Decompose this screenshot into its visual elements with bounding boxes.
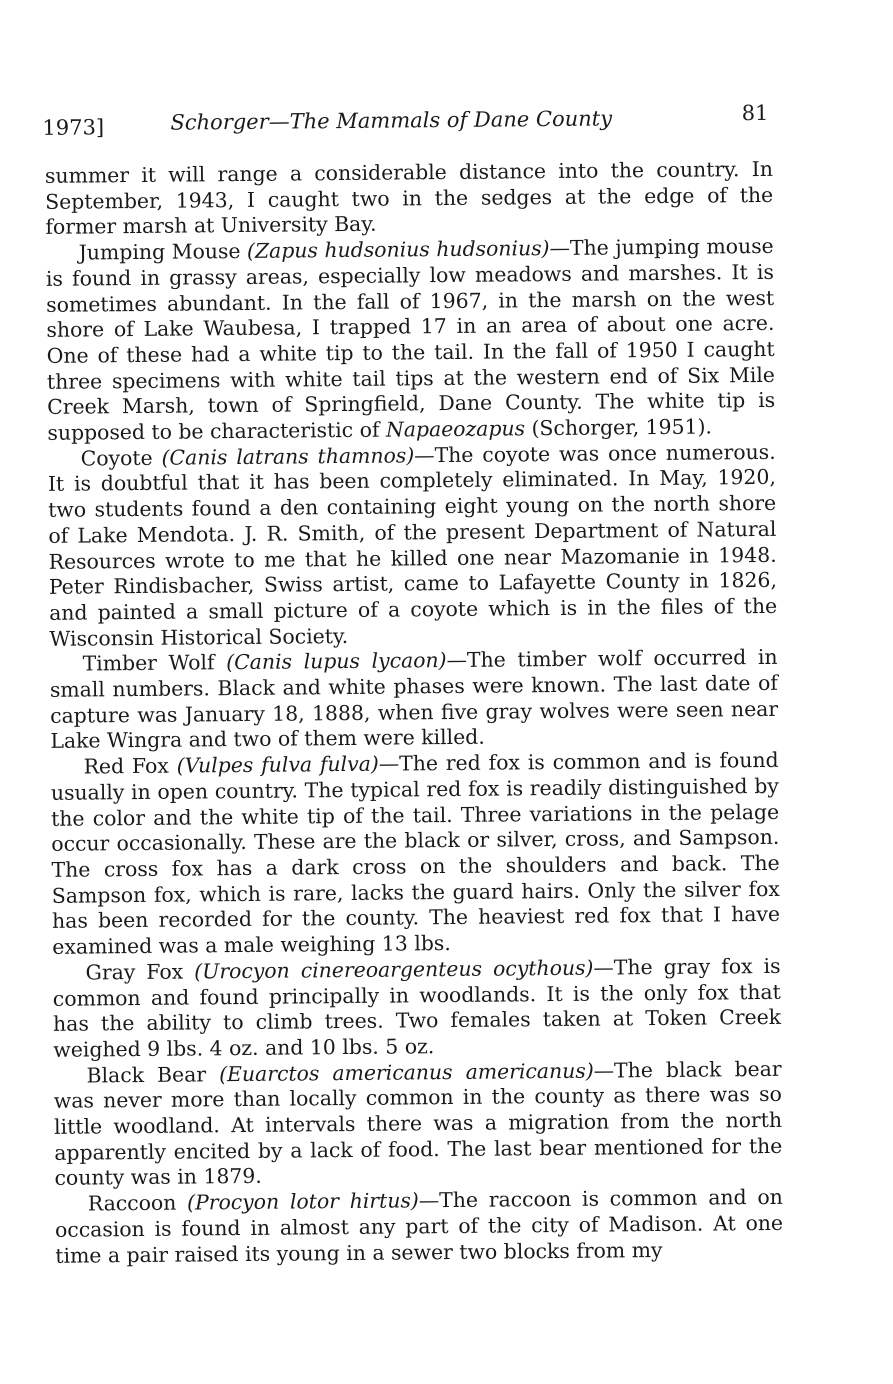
common-name: Raccoon xyxy=(87,1190,188,1216)
common-name: Timber Wolf xyxy=(82,650,227,676)
common-name: Red Fox xyxy=(83,753,177,779)
entry-text: —The gray fox is common and found principally in woodlands. It is the only fox that has the ability to climb trees. Two females taken at Token Creek weighed 9 lbs. 4 oz. and 10 lbs. 5 oz. xyxy=(52,953,782,1062)
scientific-name: (Canis latrans thamnos) xyxy=(161,443,415,470)
scientific-name: (Vulpes fulva fulva) xyxy=(176,751,379,778)
entry-text: —The raccoon is common and on occasion is found in almost any part of the city of Madison. At one time a pair raised its young in a sewer two blocks from my xyxy=(54,1184,784,1268)
scientific-name: (Zapus hudsonius hudsonius) xyxy=(246,236,550,264)
running-title: Schorger—The Mammals of Dane County xyxy=(170,106,613,135)
entry-coyote xyxy=(48,440,778,653)
scientific-name: (Urocyon cinereoargenteus ocythous) xyxy=(194,955,594,984)
scientific-name: (Procyon lotor hirtus) xyxy=(186,1188,419,1215)
entry-text: —The coyote was once numerous. It is doubtful that it has been completely eliminated. In May, 1920, two students found a den containing eight young on the north shore of Lake Mendota. J. R. Smith, of the present Department of Natural Resources wrote to me that he killed one near Mazomanie in 1948. Peter Rindisbacher, Swiss artist, came to Lafayette County in 1826, and painted a small picture of a coyote which is in the files of the Wisconsin Historical Society. xyxy=(47,439,778,651)
continued-paragraph: summer it will range a considerable distance into the country. In September, 1943, I caught two in the sedges at the edge of the former marsh at University Bay. xyxy=(44,156,774,240)
genus-name: Napaeozapus xyxy=(385,416,526,442)
entry-timber-wolf xyxy=(50,645,779,755)
entry-raccoon xyxy=(55,1185,784,1269)
page-number: 81 xyxy=(741,100,769,126)
entry-text: —The timber wolf occurred in small numbers. Black and white phases were known. The last date of capture was January 18, 1888, when five gray wolves were seen near Lake Wingra and two of them were killed. xyxy=(49,645,779,754)
entry-jumping-mouse xyxy=(46,234,776,447)
scientific-name: (Euarctos americanus americanus) xyxy=(219,1058,594,1086)
entry-text: —The black bear was never more than locally common in the county as there was so little woodland. At intervals there was a migration from the north apparently encited by a lack of food. The last bear mentioned for the county was in 1879. xyxy=(53,1056,783,1191)
entry-text: —The red fox is common and is found usually in open country. The typical red fox is readily distinguished by the color and the white tip of the tail. Three variations in the pelage occur occasionally. These are the black or silver, cross, and Sampson. The cross fox has a dark cross on the shoulders and back. The Sampson fox, which is rare, lacks the guard hairs. Only the silver fox has been recorded for the county. The heaviest red fox that I have examined was a male weighing 13 lbs. xyxy=(50,748,781,959)
common-name: Coyote xyxy=(80,445,162,471)
entry-text: —The jumping mouse is found in grassy areas, especially low meadows and marshes. It is sometimes abundant. In the fall of 1967, in the marsh on the west shore of Lake Waubesa, I trapped 17 in an area of about one acre. One of these had a white tip to the tail. In the fall of 1950 I caught three specimens with white tail tips at the western end of Six Mile Creek Marsh, town of Springfield, Dane County. The white tip is supposed to be characteristic of xyxy=(45,233,776,445)
scientific-name: (Canis lupus lycaon) xyxy=(226,648,447,675)
article-body xyxy=(45,157,784,1269)
common-name: Gray Fox xyxy=(85,959,195,985)
running-head xyxy=(42,101,772,142)
volume-year: 1973] xyxy=(42,115,105,140)
common-name: Jumping Mouse xyxy=(78,239,248,265)
entry-gray-fox xyxy=(52,954,781,1064)
common-name: Black Bear xyxy=(86,1061,220,1088)
entry-red-fox xyxy=(51,748,781,961)
entry-black-bear xyxy=(53,1056,782,1191)
citation: (Schorger, 1951). xyxy=(524,414,713,441)
